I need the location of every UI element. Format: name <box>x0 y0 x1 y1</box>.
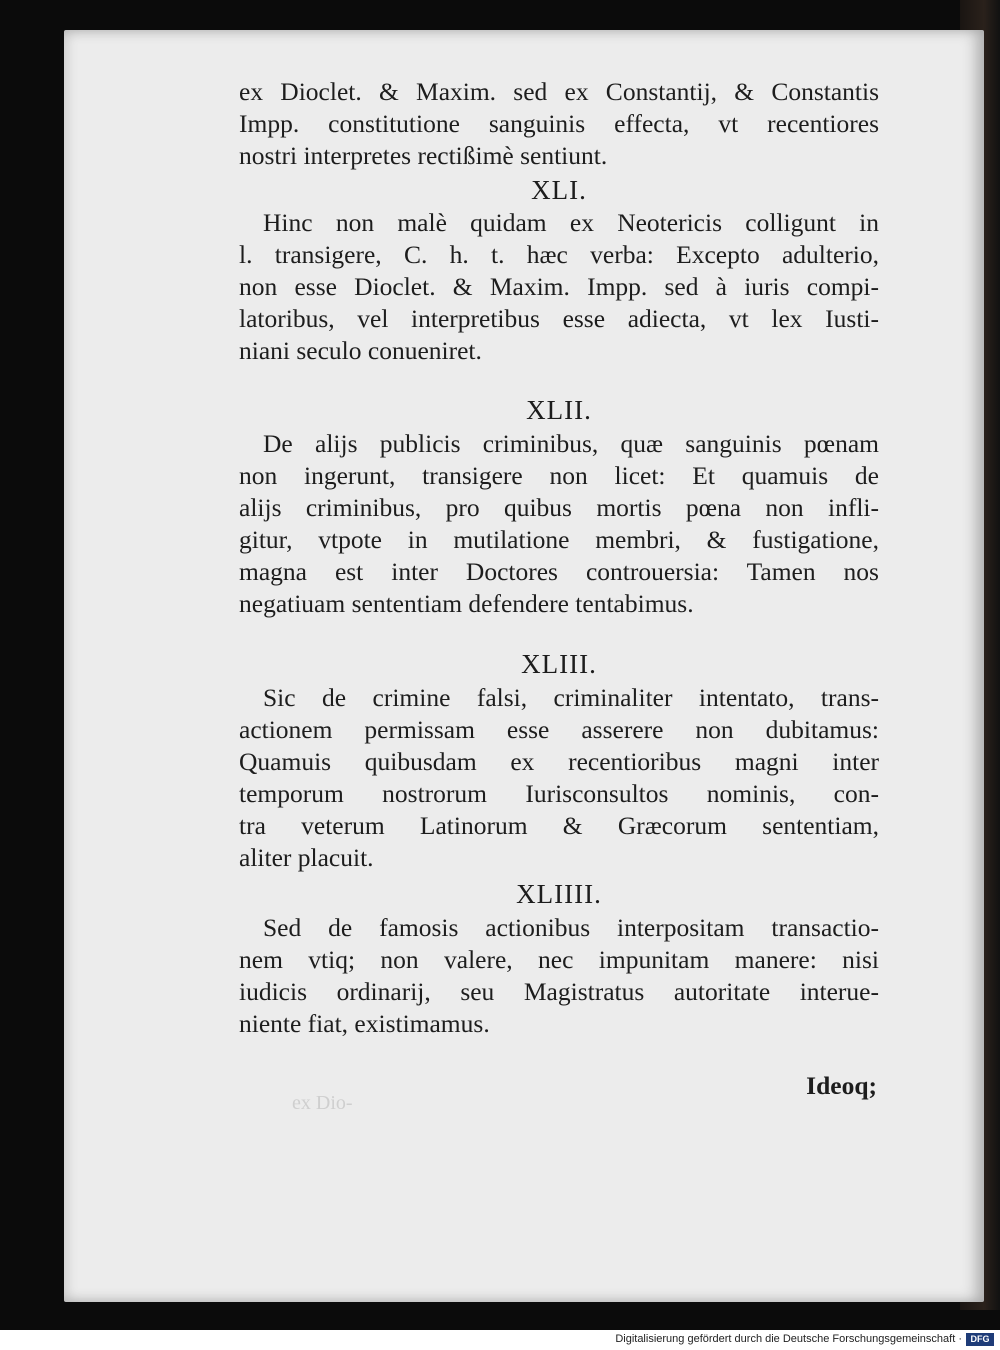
text-line: Sed de famosis actionibus interpositam transactio- <box>263 913 879 942</box>
text-line: non esse Dioclet. & Maxim. Impp. sed à iuris compi- <box>239 272 879 301</box>
section-heading: XLI. <box>531 175 587 205</box>
text-line: gitur, vtpote in mutilatione membri, & fustigatione, <box>239 525 879 554</box>
section-heading: XLII. <box>526 395 592 425</box>
text-line: niani seculo conueniret. <box>239 336 482 365</box>
text-line: non ingerunt, transigere non licet: Et quamuis de <box>239 461 879 490</box>
dfg-logo: DFG <box>966 1333 994 1346</box>
text-line: aliter placuit. <box>239 843 374 872</box>
text-line: niente fiat, existimamus. <box>239 1009 490 1038</box>
text-line: Hinc non malè quidam ex Neotericis colligunt in <box>263 208 879 237</box>
text-line: alijs criminibus, pro quibus mortis pœna non infli- <box>239 493 879 522</box>
book-page <box>64 30 984 1302</box>
text-line: tra veterum Latinorum & Græcorum sententiam, <box>239 811 879 840</box>
text-line: ex Dioclet. & Maxim. sed ex Constantij, & Constantis <box>239 77 879 106</box>
text-line: Quamuis quibusdam ex recentioribus magni inter <box>239 747 879 776</box>
text-line: negatiuam sententiam defendere tentabimus. <box>239 589 694 618</box>
text-line: magna est inter Doctores controuersia: Tamen nos <box>239 557 879 586</box>
text-line: nostri interpretes rectißimè sentiunt. <box>239 141 608 170</box>
text-line: Sic de crimine falsi, criminaliter intentato, trans- <box>263 683 879 712</box>
funding-notice: Digitalisierung gefördert durch die Deutsche Forschungsgemeinschaft · <box>615 1333 962 1345</box>
text-line: Impp. constitutione sanguinis effecta, vt recentiores <box>239 109 879 138</box>
bleed-through-text: ex Dio- <box>292 1092 353 1114</box>
text-line: l. transigere, C. h. t. hæc verba: Excepto adulterio, <box>239 240 879 269</box>
catchword: Ideoq; <box>806 1071 877 1100</box>
section-heading: XLIII. <box>521 649 597 679</box>
section-heading: XLIIII. <box>516 879 602 909</box>
text-line: De alijs publicis criminibus, quæ sanguinis pœnam <box>263 429 879 458</box>
text-line: iudicis ordinarij, seu Magistratus autoritate interue- <box>239 977 879 1006</box>
text-line: actionem permissam esse asserere non dubitamus: <box>239 715 879 744</box>
digitization-footer <box>0 1330 1000 1350</box>
text-line: temporum nostrorum Iurisconsultos nominis, con- <box>239 779 879 808</box>
text-line: latoribus, vel interpretibus esse adiecta, vt lex Iusti- <box>239 304 879 333</box>
text-line: nem vtiq; non valere, nec impunitam manere: nisi <box>239 945 879 974</box>
